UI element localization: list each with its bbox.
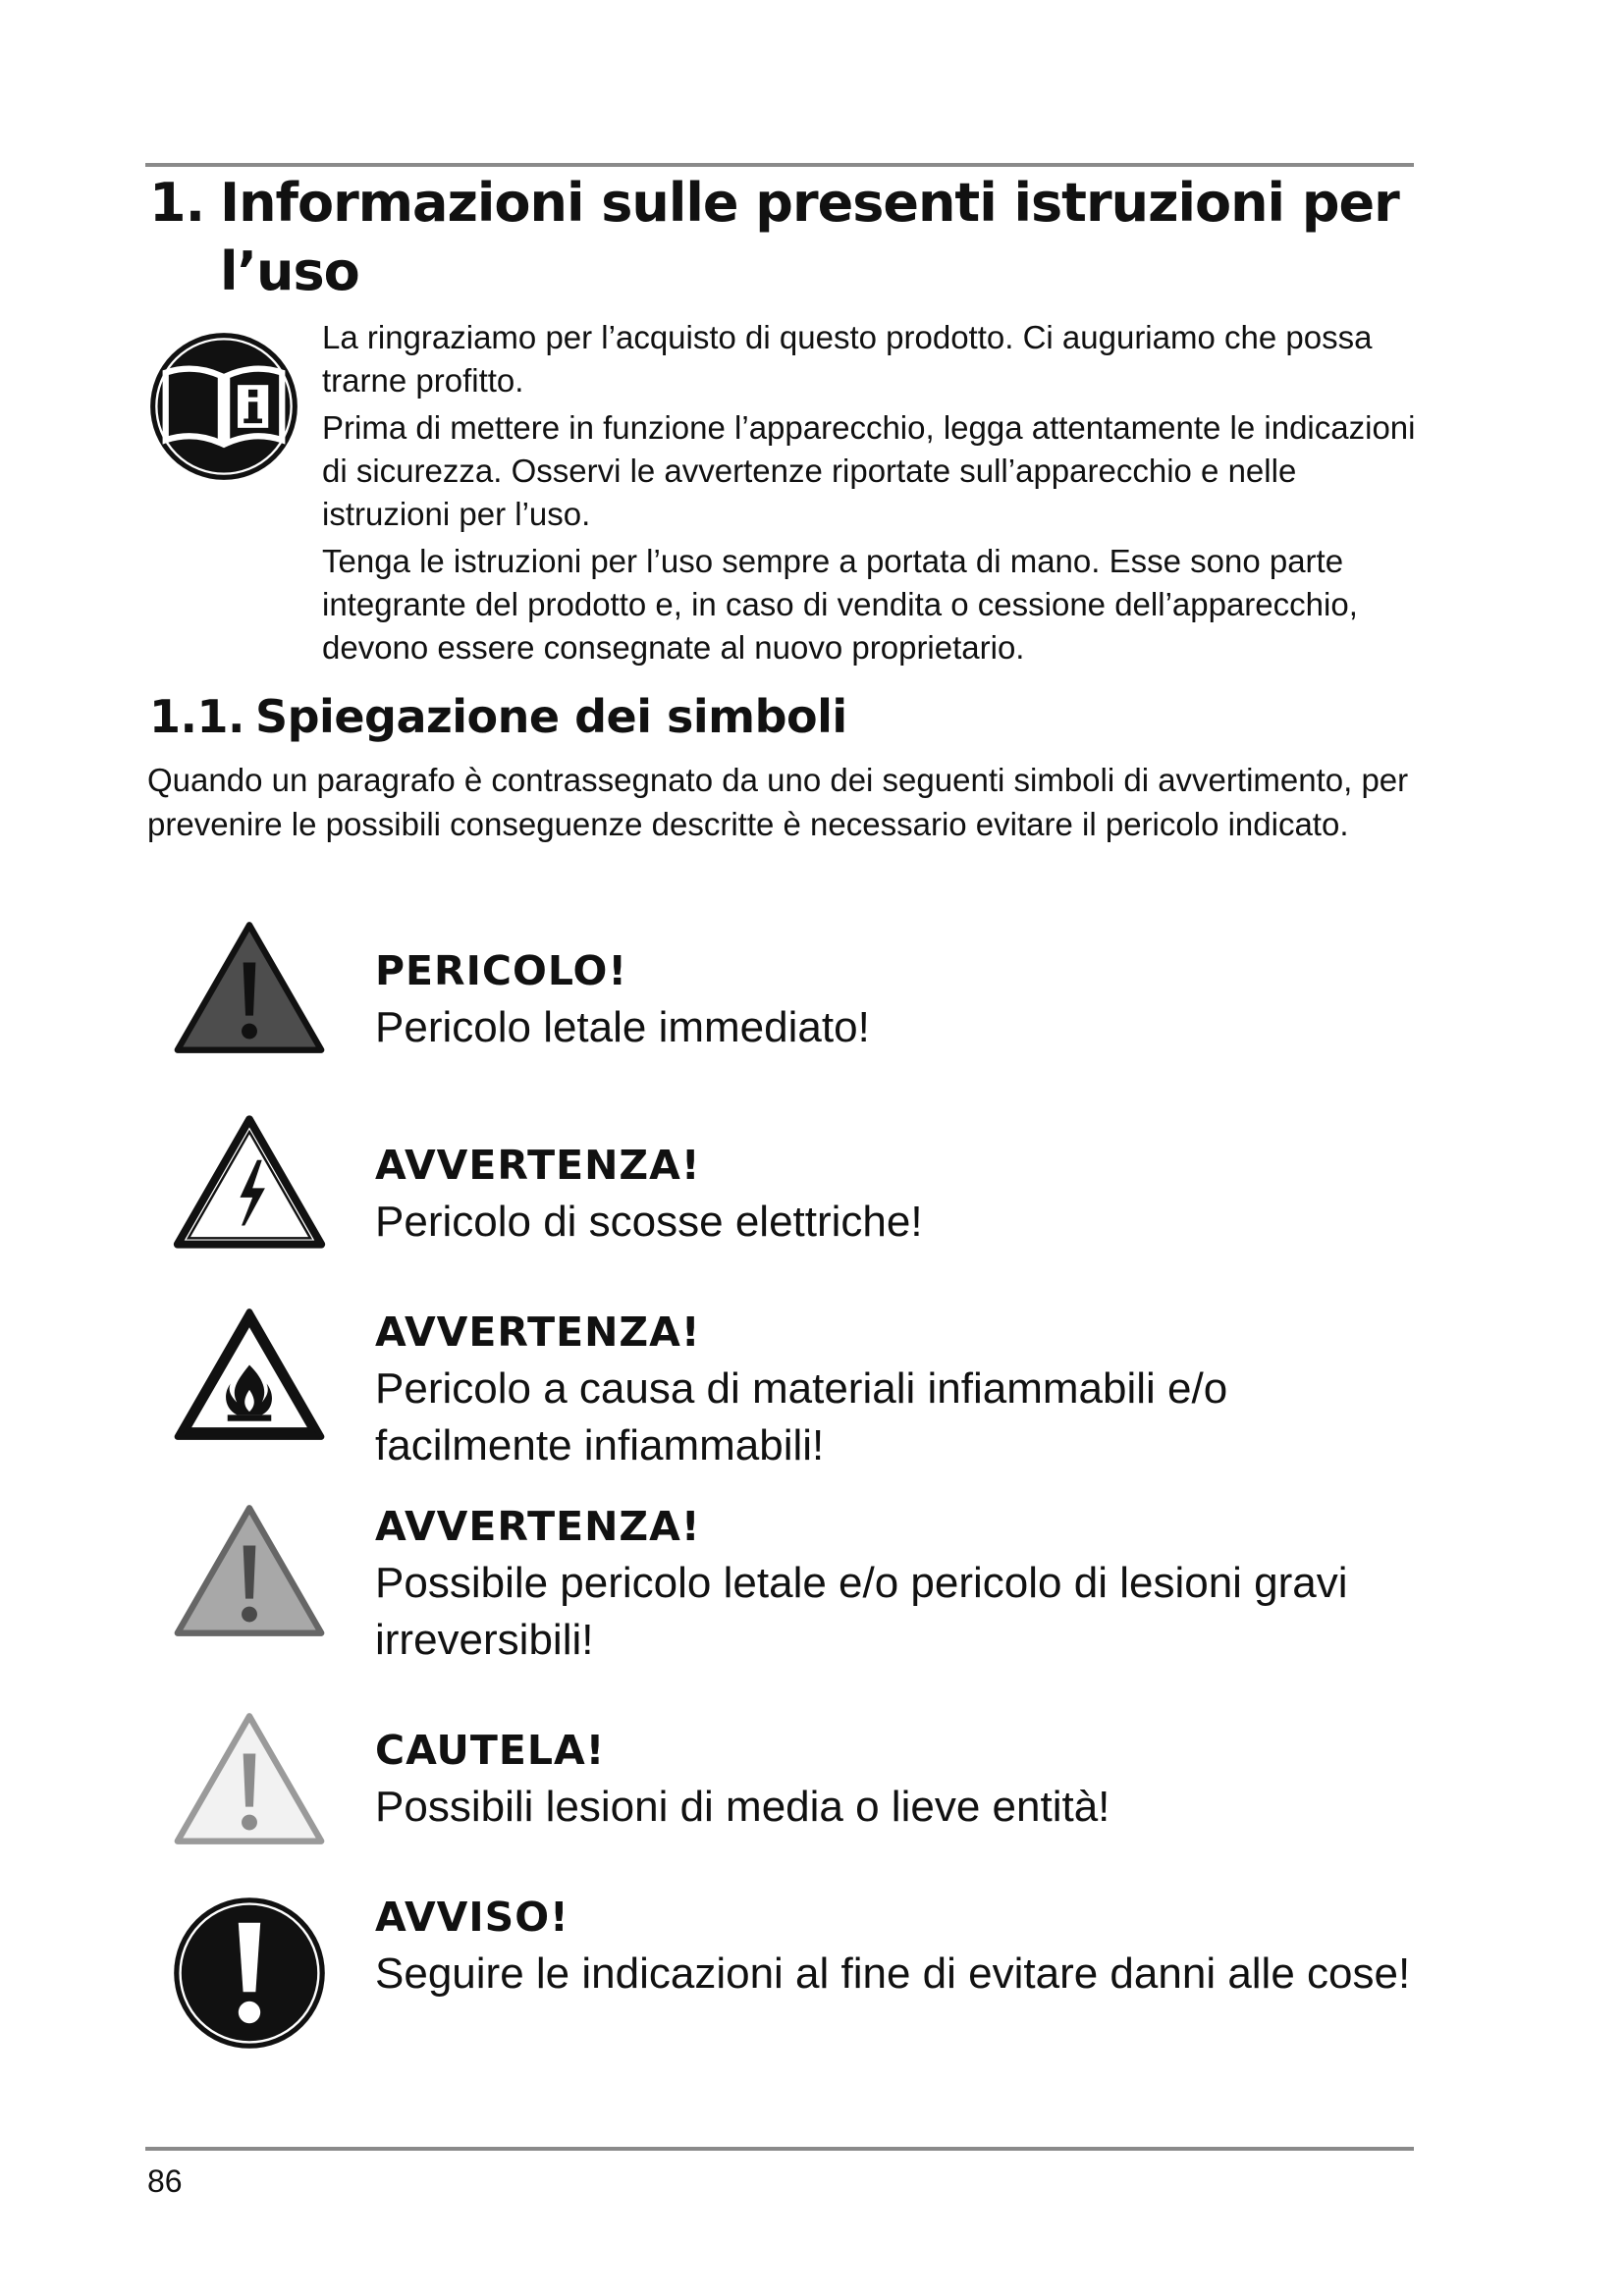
warning-title: AVVERTENZA! bbox=[375, 1308, 701, 1356]
top-rule bbox=[145, 163, 1414, 167]
warning-text: Pericolo di scosse elettriche! bbox=[375, 1198, 923, 1246]
electric-shock-triangle-icon bbox=[171, 1113, 328, 1251]
danger-triangle-icon bbox=[171, 919, 328, 1056]
bottom-rule bbox=[145, 2147, 1414, 2151]
warning-title: CAUTELA! bbox=[375, 1727, 606, 1774]
subsection-title: Spiegazione dei simboli bbox=[255, 690, 847, 743]
caution-triangle-icon bbox=[171, 1710, 328, 1847]
page-number: 86 bbox=[147, 2163, 183, 2199]
flammable-triangle-icon bbox=[171, 1306, 328, 1443]
warning-text: Pericolo a causa di materiali infiammabili e/o facilmente infiammabili! bbox=[375, 1364, 1228, 1469]
section-title: Informazioni sulle presenti istruzioni per l’uso bbox=[220, 172, 1399, 302]
symbols-intro: Quando un paragrafo è contrassegnato da uno dei seguenti simboli di avvertimento, per prevenire le possibili conseguenze descritte è necessario evitare il pericolo indicato. bbox=[147, 762, 1409, 842]
intro-paragraph: La ringraziamo per l’acquisto di questo prodotto. Ci auguriamo che possa trarne profitto. bbox=[322, 319, 1373, 399]
warning-title: AVVERTENZA! bbox=[375, 1142, 701, 1189]
warning-title: AVVERTENZA! bbox=[375, 1503, 701, 1550]
manual-info-icon bbox=[147, 330, 300, 483]
warning-text: Possibile pericolo letale e/o pericolo di lesioni gravi irreversibili! bbox=[375, 1559, 1348, 1664]
warning-title: PERICOLO! bbox=[375, 947, 628, 994]
section-number: 1. bbox=[149, 172, 205, 234]
warning-text: Seguire le indicazioni al fine di evitare danni alle cose! bbox=[375, 1949, 1411, 1998]
warning-text: Possibili lesioni di media o lieve entità! bbox=[375, 1783, 1110, 1831]
intro-text bbox=[322, 316, 1417, 673]
warning-triangle-icon bbox=[171, 1502, 328, 1639]
intro-paragraph: Tenga le istruzioni per l’uso sempre a portata di mano. Esse sono parte integrante del prodotto e, in caso di vendita o cessione dell’apparecchio, devono essere consegnate al nuovo proprietario. bbox=[322, 543, 1358, 666]
subsection-number: 1.1. bbox=[149, 690, 244, 743]
warning-text: Pericolo letale immediato! bbox=[375, 1003, 870, 1051]
notice-circle-icon bbox=[171, 1895, 328, 2052]
intro-paragraph: Prima di mettere in funzione l’apparecchio, legga attentamente le indicazioni di sicurezza. Osservi le avvertenze riportate sull’apparecchio e nelle istruzioni per l’uso. bbox=[322, 409, 1416, 532]
warning-title: AVVISO! bbox=[375, 1894, 569, 1941]
